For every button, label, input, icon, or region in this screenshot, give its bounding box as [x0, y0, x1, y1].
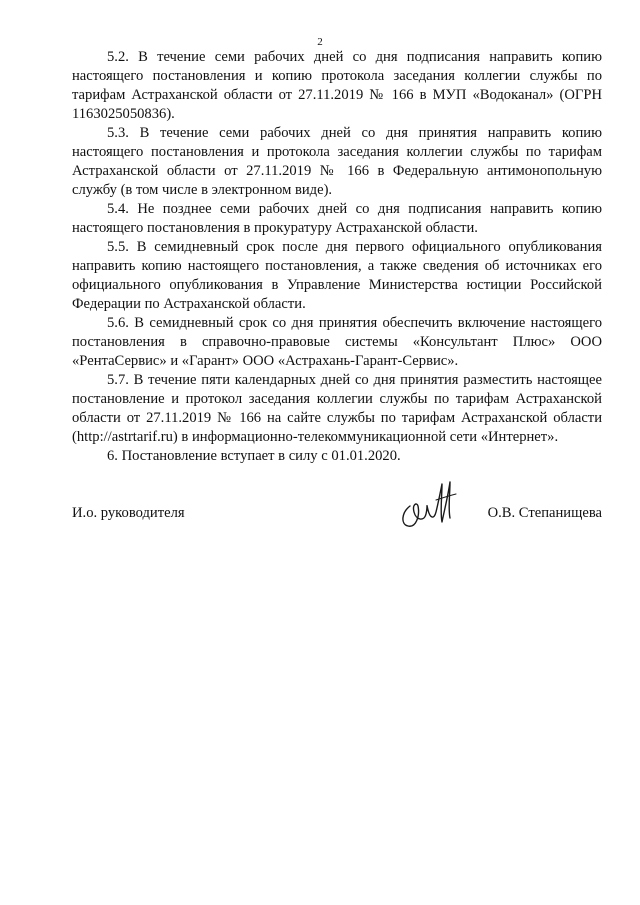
handwritten-signature	[396, 476, 466, 534]
paragraph-5-7: 5.7. В течение пяти календарных дней со дня принятия разместить настоящее постановление и протокол заседания коллегии службы по тарифам Астраханской области от 27.11.2019 № 166 на сайте службы по тарифам Астраханской области (http://astrtarif.ru) в информационно-телекоммуникационной сети «Интернет».	[72, 372, 602, 445]
signatory-name: О.В. Степанищева	[487, 505, 602, 521]
paragraph-6: 6. Постановление вступает в силу с 01.01.2020.	[107, 448, 401, 464]
signature-row	[72, 504, 602, 534]
paragraph-5-4: 5.4. Не позднее семи рабочих дней со дня подписания направить копию настоящего постановления в прокуратуру Астраханской области.	[72, 201, 602, 236]
signatory-position: И.о. руководителя	[72, 505, 185, 521]
document-body	[72, 48, 602, 466]
paragraph-5-2: 5.2. В течение семи рабочих дней со дня подписания направить копию настоящего постановления и копию протокола заседания коллегии службы по тарифам Астраханской области от 27.11.2019 № 166 в МУП «Водоканал» (ОГРН 1163025050836).	[72, 49, 602, 122]
paragraph-5-5: 5.5. В семидневный срок после дня первого официального опубликования направить копию настоящего постановления, а также сведения об источниках его официального опубликования в Управление Министерства юстиции Российской Федерации по Астраханской области.	[72, 239, 602, 312]
paragraph-5-3: 5.3. В течение семи рабочих дней со дня принятия направить копию настоящего постановления и протокола заседания коллегии службы по тарифам Астраханской области от 27.11.2019 № 166 в Федеральную антимонопольную службу (в том числе в электронном виде).	[72, 125, 602, 198]
paragraph-5-6: 5.6. В семидневный срок со дня принятия обеспечить включение настоящего постановления в справочно-правовые системы «Консультант Плюс» ООО «РентаСервис» и «Гарант» ООО «Астрахань-Гарант-Сервис».	[72, 315, 602, 369]
page-number: 2	[317, 36, 323, 48]
